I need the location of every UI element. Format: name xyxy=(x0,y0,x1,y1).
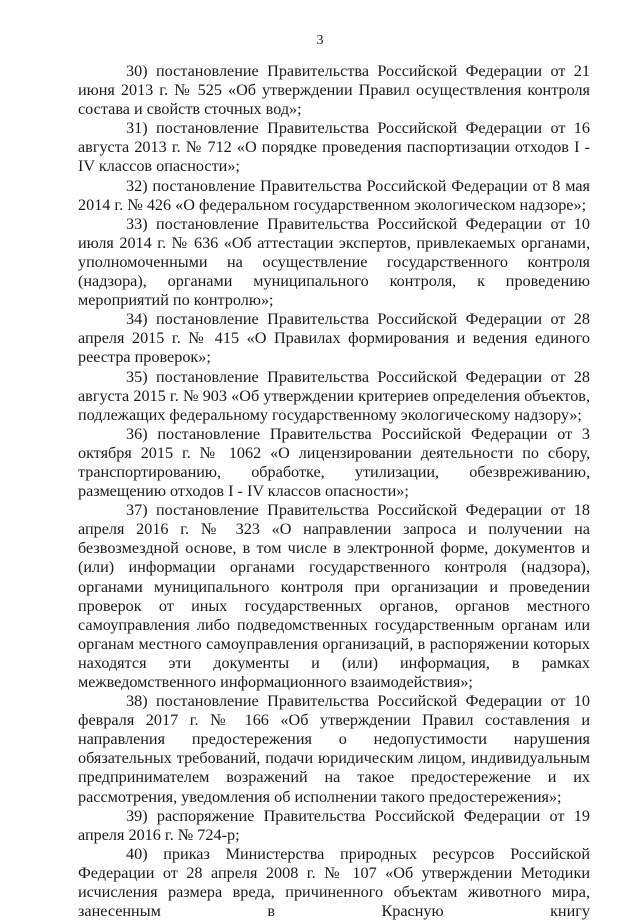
document-body xyxy=(78,62,590,921)
list-item-32: 32) постановление Правительства Российской Федерации от 8 мая 2014 г. № 426 «О федеральном государственном экологическом надзоре»; xyxy=(78,176,590,214)
list-item-39: 39) распоряжение Правительства Российской Федерации от 19 апреля 2016 г. № 724-р; xyxy=(78,806,590,844)
list-item-35: 35) постановление Правительства Российской Федерации от 28 августа 2015 г. № 903 «Об утверждении критериев определения объектов, подлежащих федеральному государственному экологическому надзору»; xyxy=(78,367,590,424)
list-item-36: 36) постановление Правительства Российской Федерации от 3 октября 2015 г. № 1062 «О лицензировании деятельности по сбору, транспортированию, обработке, утилизации, обезвреживанию, размещению отходов I - IV классов опасности»; xyxy=(78,424,590,501)
list-item-33: 33) постановление Правительства Российской Федерации от 10 июля 2014 г. № 636 «Об аттестации экспертов, привлекаемых органами, уполномоченными на осуществление государственного контроля (надзора), органами муниципального контроля, к проведению мероприятий по контролю»; xyxy=(78,214,590,310)
list-item-38: 38) постановление Правительства Российской Федерации от 10 февраля 2017 г. № 166 «Об утверждении Правил составления и направления предостережения о недопустимости нарушения обязательных требований, подачи юридическим лицом, индивидуальным предпринимателем возражений на такое предостережение и их рассмотрения, уведомления об исполнении такого предостережения»; xyxy=(78,692,590,806)
list-item-30: 30) постановление Правительства Российской Федерации от 21 июня 2013 г. № 525 «Об утверждении Правил осуществления контроля состава и свойств сточных вод»; xyxy=(78,62,590,119)
list-item-37: 37) постановление Правительства Российской Федерации от 18 апреля 2016 г. № 323 «О направлении запроса и получении на безвозмездной основе, в том числе в электронной форме, документов и (или) информации органами государственного контроля (надзора), органами муниципального контроля при организации и проведении проверок от иных государственных органов, органов местного самоуправления либо подведомственных государственным органам или органам местного самоуправления организаций, в распоряжении которых находятся эти документы и (или) информация, в рамках межведомственного информационного взаимодействия»; xyxy=(78,501,590,691)
list-item-34: 34) постановление Правительства Российской Федерации от 28 апреля 2015 г. № 415 «О Правилах формирования и ведения единого реестра проверок»; xyxy=(78,310,590,367)
list-item-31: 31) постановление Правительства Российской Федерации от 16 августа 2013 г. № 712 «О порядке проведения паспортизации отходов I - IV классов опасности»; xyxy=(78,119,590,176)
list-item-40: 40) приказ Министерства природных ресурсов Российской Федерации от 28 апреля 2008 г. № 107 «Об утверждении Методики исчисления размера вреда, причиненного объектам животного мира, занесенным в Красную книгу xyxy=(78,844,590,921)
page-number: 3 xyxy=(316,33,324,48)
